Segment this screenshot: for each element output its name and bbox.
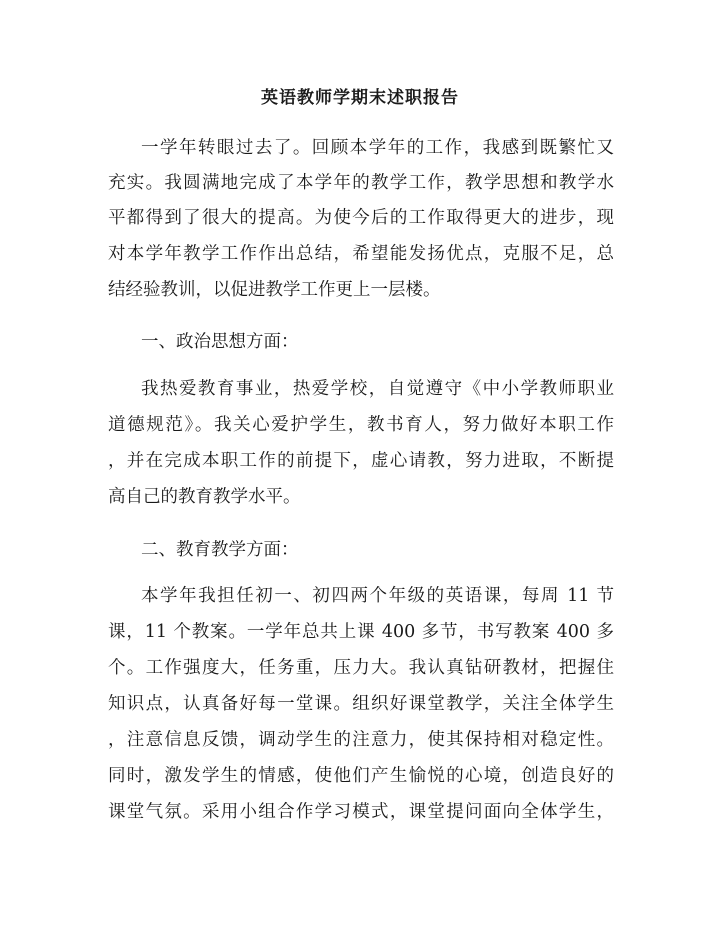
- paragraph-line: 课，11 个教案。一学年总共上课 400 多节，书写教案 400 多: [108, 622, 614, 642]
- paragraph-line: 课堂气氛。采用小组合作学习模式，课堂提问面向全体学生，: [108, 802, 614, 822]
- paragraph-line: 道德规范》。我关心爱护学生，教书育人，努力做好本职工作: [108, 415, 614, 435]
- paragraph-line: 本学年我担任初一、初四两个年级的英语课，每周 11 节: [141, 586, 614, 606]
- paragraph-line: 平都得到了很大的提高。为使今后的工作取得更大的进步，现: [108, 208, 614, 228]
- paragraph-line: 高自己的教育教学水平。: [108, 487, 301, 507]
- section-heading: 二、教育教学方面：: [141, 540, 299, 560]
- paragraph-line: 一学年转眼过去了。回顾本学年的工作，我感到既繁忙又: [141, 138, 614, 158]
- paragraph-line: 充实。我圆满地完成了本学年的教学工作，教学思想和教学水: [108, 173, 614, 193]
- paragraph-line: 对本学年教学工作作出总结，希望能发扬优点，克服不足，总: [108, 244, 614, 264]
- paragraph-line: 个。工作强度大，任务重，压力大。我认真钻研教材，把握住: [108, 658, 614, 678]
- paragraph-line: ，并在完成本职工作的前提下，虚心请教，努力进取，不断提: [108, 451, 614, 471]
- paragraph-line: 同时，激发学生的情感，使他们产生愉悦的心境，创造良好的: [108, 766, 614, 786]
- paragraph-line: 我热爱教育事业，热爱学校，自觉遵守《中小学教师职业: [141, 379, 614, 399]
- paragraph-line: 知识点，认真备好每一堂课。组织好课堂教学，关注全体学生: [108, 694, 614, 714]
- paragraph-line: 结经验教训，以促进教学工作更上一层楼。: [108, 280, 441, 300]
- paragraph-line: ，注意信息反馈，调动学生的注意力，使其保持相对稳定性。: [108, 730, 614, 750]
- section-heading: 一、政治思想方面：: [141, 332, 299, 352]
- document-title: 英语教师学期末述职报告: [261, 88, 459, 108]
